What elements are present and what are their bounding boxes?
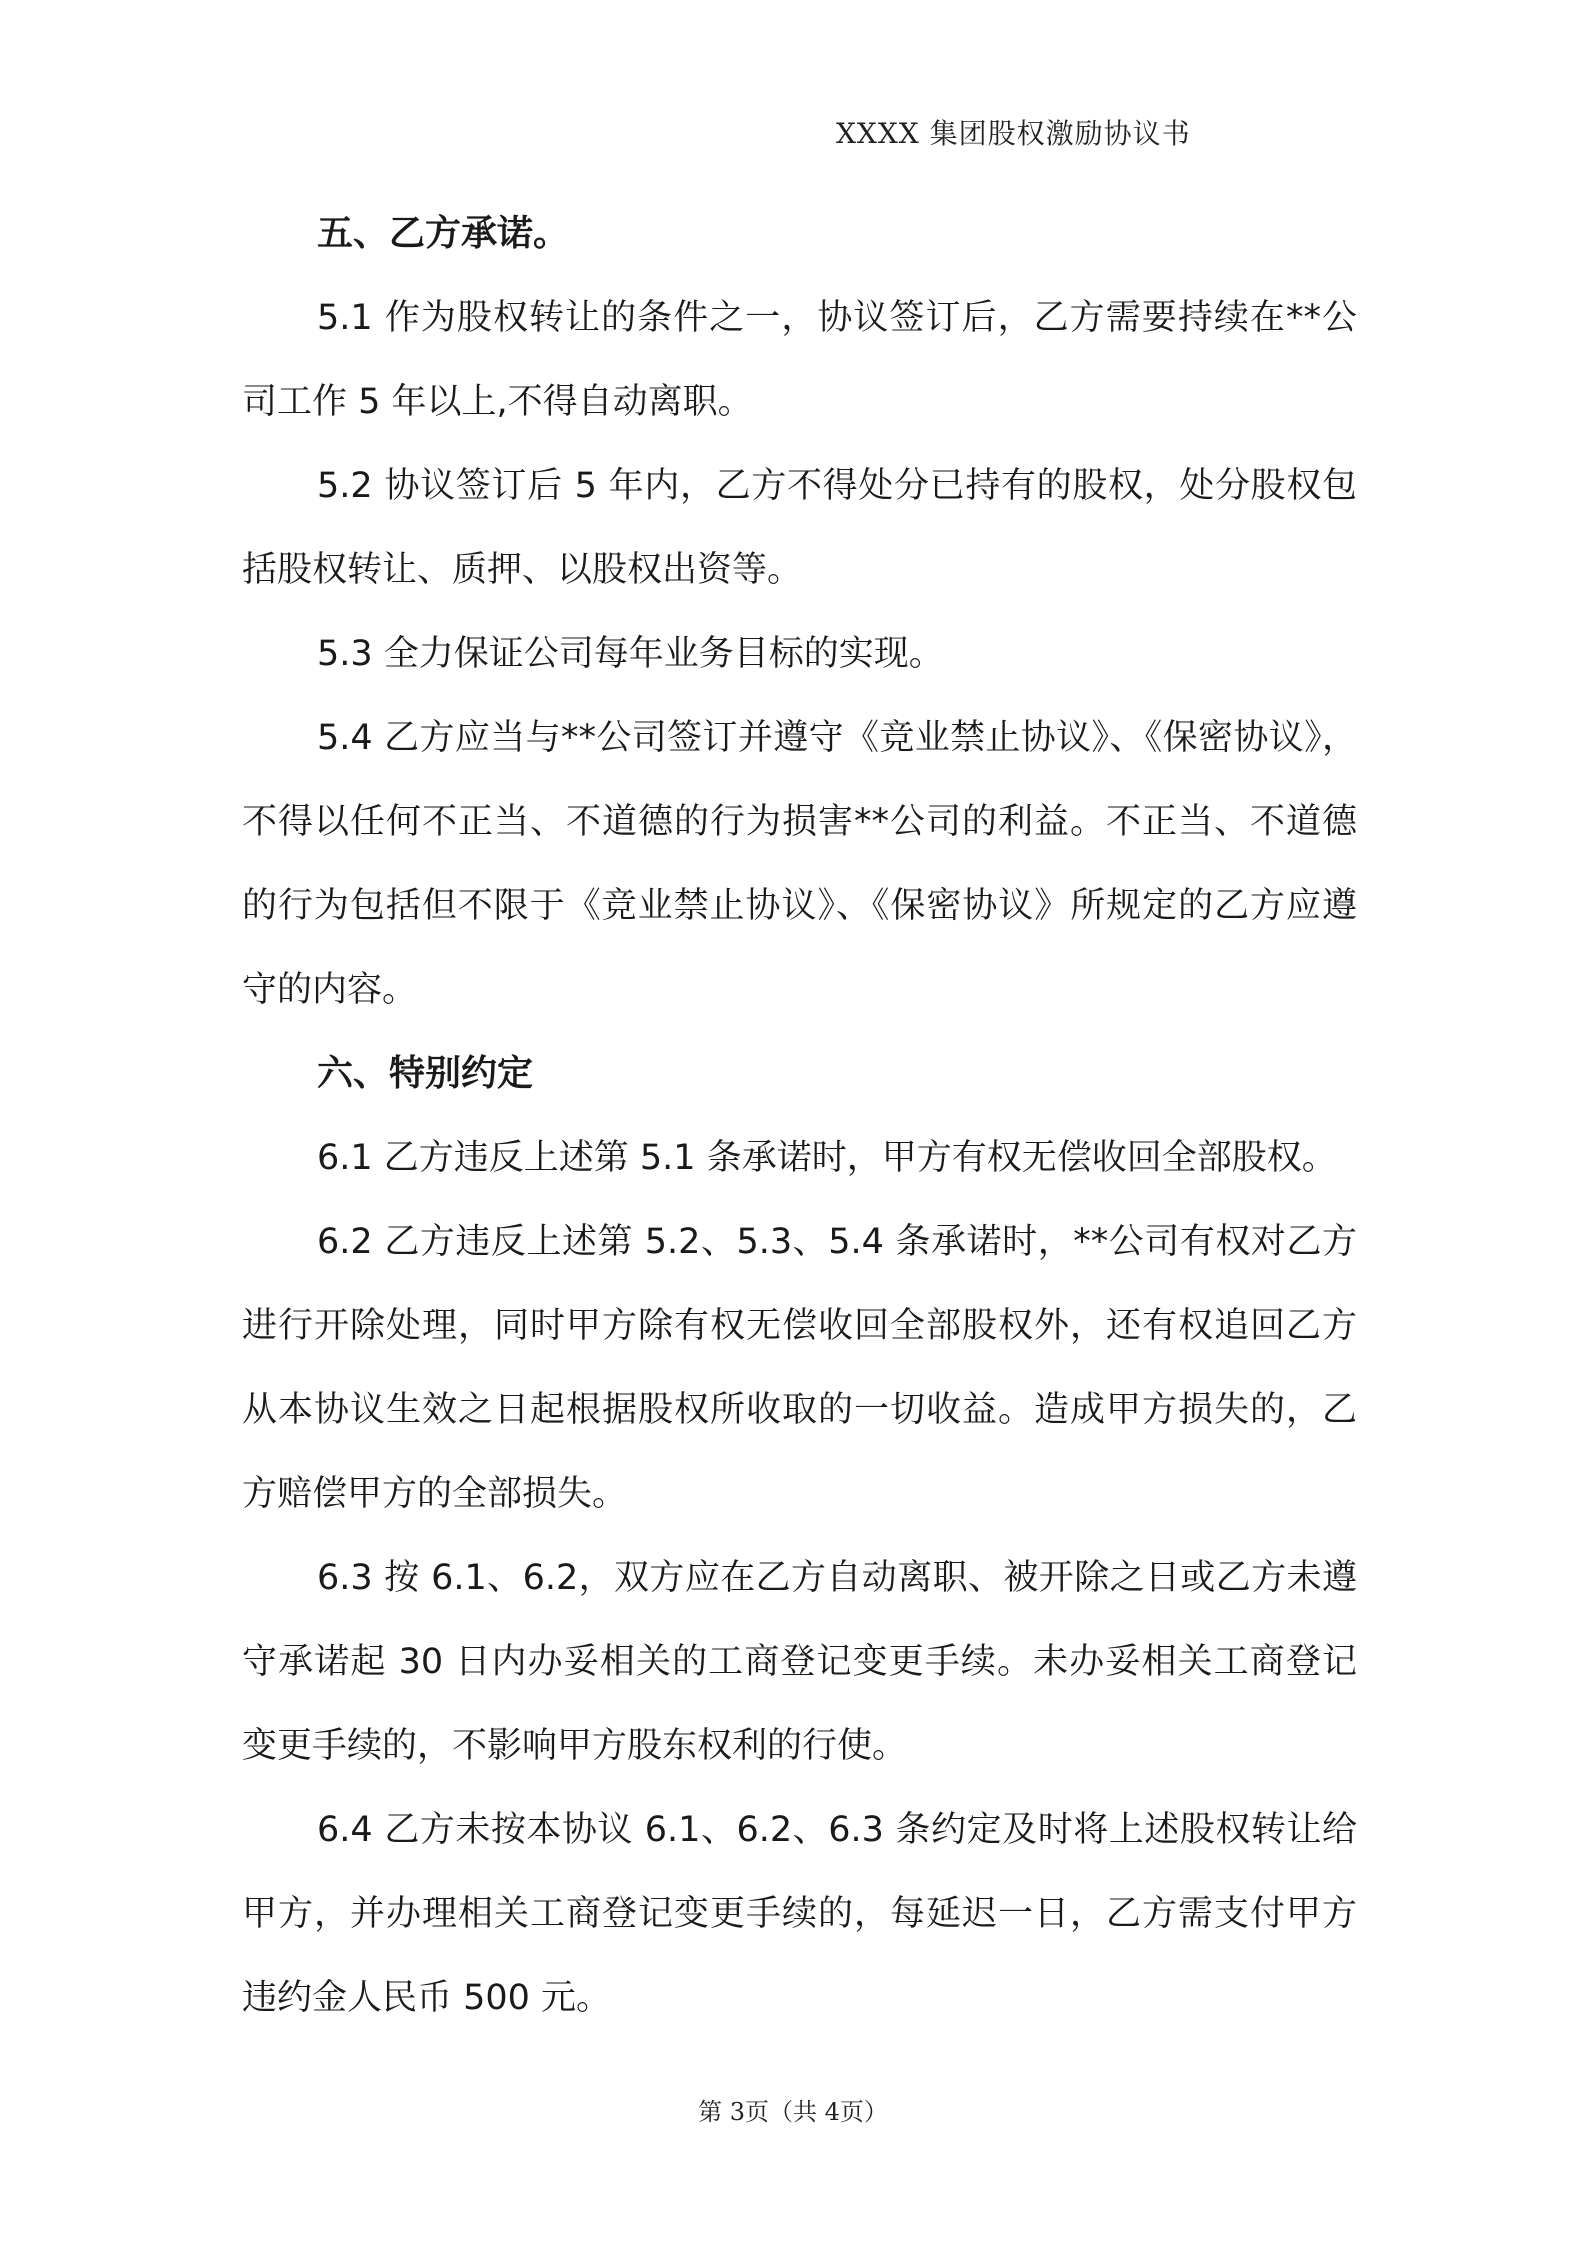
page-number: 第 3页（共 4页） [698, 2098, 888, 2126]
section-commitments [242, 192, 1357, 1032]
clause-5-3: 5.3 全力保证公司每年业务目标的实现。 [317, 634, 944, 674]
clause-6-1: 6.1 乙方违反上述第 5.1 条承诺时，甲方有权无偿收回全部股权。 [317, 1138, 1337, 1178]
clause-5-4: 5.4 乙方应当与**公司签订并遵守《竞业禁止协议》、《保密协议》，不得以任何不正当、不道德的行为损害**公司的利益。不正当、不道德的行为包括但不限于《竞业禁止协议》、《保密协议》所规定的乙方应遵守的内容。 [242, 718, 1357, 1010]
clause-6-2: 6.2 乙方违反上述第 5.2、5.3、5.4 条承诺时，**公司有权对乙方进行开除处理，同时甲方除有权无偿收回全部股权外，还有权追回乙方从本协议生效之日起根据股权所收取的一切收益。造成甲方损失的，乙方赔偿甲方的全部损失。 [242, 1222, 1357, 1514]
clause-5-2: 5.2 协议签订后 5 年内，乙方不得处分已持有的股权，处分股权包括股权转让、质押、以股权出资等。 [242, 466, 1357, 590]
clause-5-1: 5.1 作为股权转让的条件之一，协议签订后，乙方需要持续在**公司工作 5 年以上,不得自动离职。 [242, 298, 1357, 422]
section-heading: 六、特别约定 [317, 1053, 534, 1094]
clause-6-3: 6.3 按 6.1、6.2，双方应在乙方自动离职、被开除之日或乙方未遵守承诺起 30 日内办妥相关的工商登记变更手续。未办妥相关工商登记变更手续的，不影响甲方股东权利的行使。 [242, 1558, 1357, 1766]
section-special-terms [242, 1032, 1357, 2040]
running-header: XXXX 集团股权激励协议书 [836, 117, 1191, 150]
document-body [242, 192, 1357, 2040]
clause-6-4: 6.4 乙方未按本协议 6.1、6.2、6.3 条约定及时将上述股权转让给甲方，并办理相关工商登记变更手续的，每延迟一日，乙方需支付甲方违约金人民币 500 元。 [242, 1810, 1357, 2018]
section-heading: 五、乙方承诺。 [317, 213, 570, 254]
